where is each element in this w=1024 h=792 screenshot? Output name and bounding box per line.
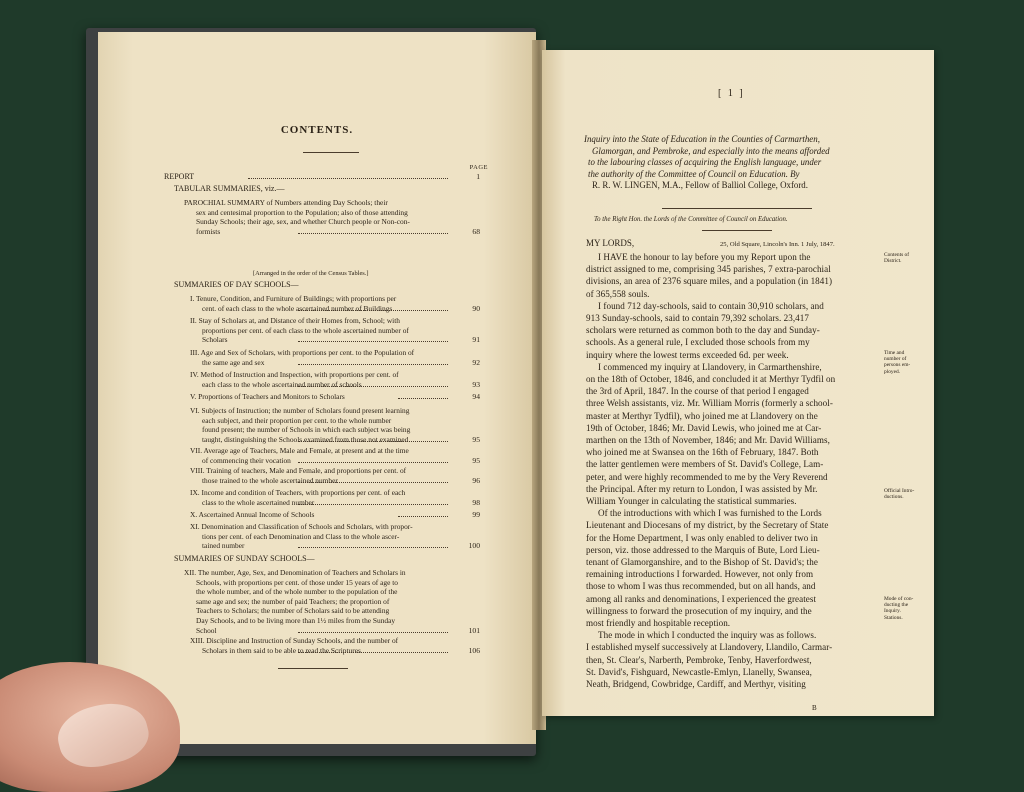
toc-page-number: 106 (468, 645, 480, 655)
toc-leader-dots (298, 232, 448, 234)
toc-leader-dots (298, 651, 448, 653)
toc-entry-line: III. Age and Sex of Scholars, with proportions per cent. to the Population of (190, 348, 415, 357)
toc-entry-line: Scholars in them said to be able to read the Scriptures (202, 645, 361, 655)
toc-entry-line: each subject, and their proportion per cent. to the whole number (202, 415, 392, 425)
report-body-line: 913 Sunday-schools, said to contain 79,392 scholars. 23,417 (586, 313, 809, 323)
report-title-line: the authority of the Committee of Council on Education. By (588, 168, 800, 179)
report-body-line: those to whom I was thus recommended, but on all hands, and (586, 581, 816, 592)
toc-page-number: 93 (472, 379, 480, 389)
margin-note-line: Time and (884, 350, 905, 356)
toc-page-number: 100 (468, 541, 480, 551)
toc-entry-line: VIII. Training of teachers, Male and Female, and proportions per cent. of (190, 466, 407, 475)
salutation: MY LORDS, (586, 238, 635, 248)
report-body-line: inquiry where the lowest terms exceeded 6d. per week. (586, 349, 789, 360)
report-body-line: I found 712 day-schools, said to contain 30,910 scholars, and (598, 300, 824, 311)
toc-entry-line: TABULAR SUMMARIES, viz.— (174, 184, 285, 193)
report-body-line: the 3rd of April, 1847. In the course of that period I engaged (586, 386, 809, 397)
toc-page-number: 99 (472, 510, 480, 519)
toc-entry-line: X. Ascertained Annual Income of Schools (190, 510, 315, 519)
toc-page-number: 90 (472, 303, 480, 313)
toc-leader-dots (298, 309, 448, 311)
report-body-line: Lieutenant and Diocesans of my district, by the Secretary of State (586, 520, 829, 531)
report-body-line: among all ranks and denominations, I experienced the greatest (586, 593, 817, 604)
report-body-line: The mode in which I conducted the inquiry was as follows. (598, 630, 817, 641)
toc-leader-dots (298, 631, 448, 633)
toc-page-number: 68 (472, 226, 480, 236)
report-body-line: Of the introductions with which I was furnished to the Lords (598, 508, 822, 519)
toc-entry-line: found present; the number of Schools in which each subject was being (202, 425, 411, 435)
toc-page-number: 95 (472, 434, 480, 444)
toc-leader-dots (298, 503, 448, 505)
toc-page-number: 1 (476, 172, 480, 181)
report-body-line: marthen on the 13th of November, 1846; and Mr. David Williams, (586, 435, 830, 445)
census-note: [Arranged in the order of the Census Tables.] (253, 270, 369, 277)
report-body-line: peter, and were highly recommended to me by the Very Reverend (586, 471, 828, 482)
toc-entry-line: School (196, 625, 217, 635)
report-page (542, 50, 934, 716)
margin-note (884, 596, 932, 621)
toc-entry-line: of commencing their vocation (202, 455, 291, 465)
toc-entry-line: I. Tenure, Condition, and Furniture of Buildings; with proportions per (190, 294, 397, 303)
report-title-line: R. R. W. LINGEN, M.A., Fellow of Balliol College, Oxford. (592, 180, 808, 190)
toc-entry-line: IV. Method of Instruction and Inspection, with proportions per cent. of (190, 370, 399, 379)
toc-entry-line: tained number (202, 541, 245, 551)
report-body-line: schools. As a general rule, I excluded those schools from my (586, 337, 810, 348)
toc-entry-line: Schools, with proportions per cent. of those under 15 years of age to (196, 577, 398, 587)
toc-entry-line: Day Schools, and to be living more than 1½ miles from the Sunday (196, 616, 396, 625)
toc-entry-line: formists (196, 226, 221, 236)
report-body-line: remaining introductions I forwarded. However, not only from (586, 569, 814, 580)
toc-entry-line: V. Proportions of Teachers and Monitors to Scholars (190, 392, 345, 401)
toc-entry-line: II. Stay of Scholars at, and Distance of their Homes from, School; with (190, 316, 400, 325)
bottom-rule (278, 668, 348, 669)
margin-note-line: Inquiry. (884, 608, 901, 615)
margin-note-line: Mode of con- (884, 596, 914, 602)
toc-entry-line: XI. Denomination and Classification of Schools and Scholars, with propor- (190, 522, 413, 531)
toc-page-number: 101 (468, 625, 480, 635)
margin-note-line: Contents of (884, 252, 910, 258)
report-body-line: I established myself successively at Llandovery, Llandilo, Carmar- (586, 642, 833, 653)
toc-entry-line: REPORT (164, 172, 195, 181)
report-body-line: person, viz. those addressed to the Marquis of Bute, Lord Lieu- (586, 544, 820, 555)
toc-entry-line: VI. Subjects of Instruction; the number of Scholars found present learning (190, 406, 410, 415)
report-title-line: Glamorgan, and Pembroke, and especially into the means afforded (592, 145, 830, 156)
report-body-line: willingness to forward the prosecution of my inquiry, and the (586, 605, 812, 616)
margin-note (884, 252, 932, 264)
toc-entry-line: taught, distinguishing the Schools examined from those not examined (202, 434, 409, 444)
report-body-line: Neath, Bridgend, Cowbridge, Cardiff, and Merthyr, visiting (586, 679, 806, 689)
title-rule (303, 152, 359, 153)
toc-leader-dots (298, 481, 448, 483)
toc-page-number: 94 (472, 392, 480, 401)
toc-entry-line: PAROCHIAL SUMMARY of Numbers attending Day Schools; their (184, 198, 388, 207)
report-body-line: tenant of Glamorganshire, and to the Bishop of St. David's; the (586, 557, 818, 567)
signature-mark: B (812, 704, 817, 712)
report-body-line: scholars were returned as common both to the day and Sunday- (586, 325, 820, 336)
report-body-line: for the Home Department, I was only enabled to deliver two in (586, 532, 818, 543)
report-title-line: Inquiry into the State of Education in the Counties of Carmarthen, (584, 134, 820, 144)
page-folio: [ 1 ] (718, 88, 745, 99)
margin-note-line: ducting the (884, 602, 909, 609)
toc-entry-line: XII. The number, Age, Sex, and Denomination of Teachers and Scholars in (184, 568, 406, 577)
toc-entry-line: SUMMARIES OF SUNDAY SCHOOLS— (174, 554, 315, 563)
margin-note-line: persons em- (884, 362, 911, 369)
toc-leader-dots (298, 385, 448, 387)
toc-entry-line: sex and centesimal proportion to the Population; also of those attending (196, 207, 408, 217)
margin-note-line: Official Intro- (884, 488, 915, 494)
toc-leader-dots (398, 515, 448, 517)
report-body-line: the latter gentlemen were members of St. David's College, Lam- (586, 459, 824, 470)
toc-entry-line: each class to the whole ascertained number of schools (202, 379, 362, 389)
contents-title: CONTENTS. (280, 124, 354, 136)
toc-entry-line: the whole number, and of the whole number to the population of the (196, 587, 398, 597)
report-body-line: William Younger in calculating the statistical summaries. (586, 496, 797, 506)
report-body-line: master at Merthyr Tydfil), who joined me at Llandovery on the (586, 410, 818, 421)
margin-note-line: ductions. (884, 494, 904, 501)
toc-leader-dots (298, 461, 448, 463)
margin-note-line: ployed. (884, 368, 901, 375)
toc-leader-dots (298, 546, 448, 548)
report-body-line: district assigned to me, comprising 345 parishes, 7 extra-parochial (586, 264, 831, 275)
toc-page-number: 92 (472, 357, 480, 367)
report-body-line: divisions, an area of 2376 square miles, and a population (in 1841) (586, 276, 833, 287)
margin-note-line: District. (884, 258, 902, 265)
report-body-line: most friendly and hospitable reception. (586, 618, 731, 628)
toc-entry-line: class to the whole ascertained number (202, 497, 315, 507)
toc-entry-line: IX. Income and condition of Teachers, with proportions per cent. of each (190, 488, 406, 497)
margin-note (884, 350, 932, 375)
toc-entry-line: Teachers to Scholars; the number of Scholars said to be attending (196, 606, 390, 616)
margin-note (884, 488, 932, 500)
title-rule-right (662, 208, 812, 209)
report-body-line: I commenced my inquiry at Llandovery, in Carmarthenshire, (598, 361, 822, 372)
toc-leader-dots (398, 397, 448, 399)
toc-entry-line: same age and sex; the number of paid Teachers; the proportion of (196, 596, 390, 606)
report-body-line: then, St. Clear's, Narberth, Pembroke, Tenby, Haverfordwest, (586, 654, 812, 665)
margin-note-line: Stations. (884, 614, 903, 621)
toc-entry-line: Sunday Schools; their age, sex, and whether Church people or Non-con- (196, 217, 410, 227)
toc-page-number: 95 (472, 455, 480, 465)
toc-entry-line: those trained to the whole ascertained number (202, 475, 338, 485)
toc-leader-dots (298, 440, 448, 442)
toc-entry-line: the same age and sex (202, 357, 265, 367)
report-body-line: 19th of October, 1846; Mr. David Lewis, who joined me at Car- (586, 422, 822, 433)
toc-leader-dots (298, 340, 448, 342)
letter-address: 25, Old Square, Lincoln's Inn. 1 July, 1847. (720, 241, 835, 248)
toc-page-number: 91 (472, 335, 480, 345)
addressee-line: To the Right Hon. the Lords of the Committee of Council on Education. (594, 216, 788, 223)
report-body-line: on the 18th of October, 1846, and concluded it at Merthyr Tydfil on (586, 374, 836, 384)
toc-entry-line: cent. of each class to the whole ascertained number of Buildings (202, 303, 393, 313)
contents-page (98, 32, 536, 744)
toc-leader-dots (248, 177, 448, 179)
toc-leader-dots (298, 363, 448, 365)
toc-page-number: 98 (472, 497, 480, 507)
report-title-line: to the labouring classes of acquiring the English language, under (588, 157, 822, 167)
addressee-rule (702, 230, 772, 231)
toc-entry-line: SUMMARIES OF DAY SCHOOLS— (174, 280, 299, 289)
toc-entry-line: VII. Average age of Teachers, Male and Female, at present and at the time (190, 446, 409, 455)
toc-entry-line: XIII. Discipline and Instruction of Sunday Schools, and the number of (190, 636, 399, 645)
report-body-line: who joined me at Swansea on the 16th of February, 1847. Both (586, 447, 819, 458)
page-column-head: PAGE (469, 164, 488, 171)
report-body-line: the Principal. After my return to London, I was assisted by Mr. (586, 483, 818, 494)
toc-entry-line: tions per cent. of each Denomination and Class to the whole ascer- (202, 531, 400, 541)
report-body-line: St. David's, Fishguard, Newcastle-Emlyn, Llanelly, Swansea, (586, 666, 812, 677)
margin-note-line: number of (884, 356, 907, 363)
report-body-line: three Welsh assistants, viz. Mr. William Morris (formerly a school- (586, 398, 833, 409)
report-body-line: I HAVE the honour to lay before you my Report upon the (598, 252, 811, 262)
toc-entry-line: proportions per cent. of each class to the whole ascertained number of (202, 325, 409, 335)
toc-page-number: 96 (472, 475, 480, 485)
report-body-line: of 365,558 souls. (586, 288, 650, 299)
toc-entry-line: Scholars (202, 335, 228, 345)
